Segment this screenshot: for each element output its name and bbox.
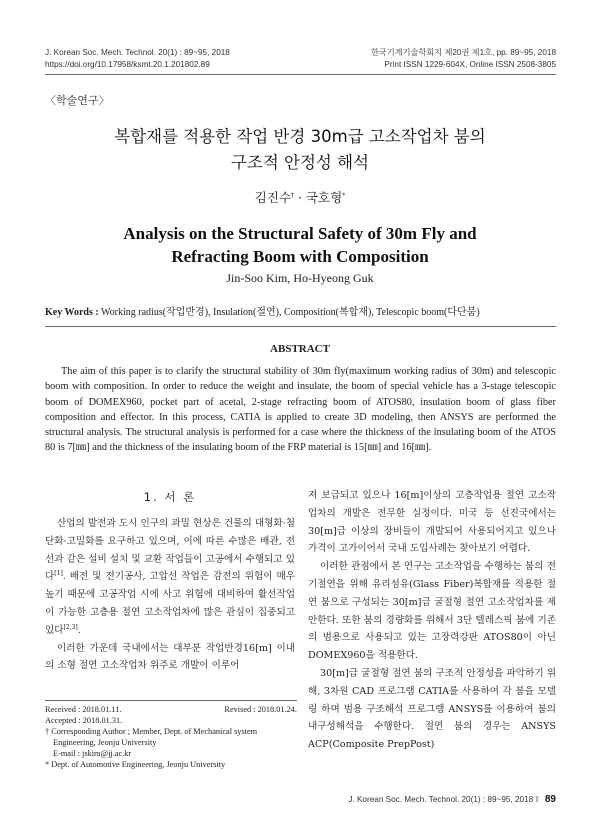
corresponding-author-dept: Engineering, Jeonju University: [53, 738, 157, 747]
footnotes: [45, 704, 297, 770]
doi-link[interactable]: https://doi.org/10.17958/ksmt.20.1.201802.89: [45, 60, 210, 69]
citation-2[interactable]: [2,3]: [63, 623, 78, 631]
right-column: [308, 487, 556, 754]
right-paragraph-2: 이러한 관점에서 본 연구는 고소작업을 수행하는 붐의 전기절연을 위해 유리섬유(Glass Fiber)복합재를 적용한 절연 붐으로 구성되는 30[m]급 굴절형 절연 고소작업차를 제안한다. 또한 붐의 경량화를 위해서 3단 텔레스픽 붐에 기존의 범용으로 사용되고 있는 고장력강판 ATOS80이 아닌 DOMEX960을 적용한다.: [308, 561, 556, 662]
keywords: [45, 306, 556, 320]
citation-1[interactable]: [1]: [54, 570, 63, 578]
issn-info: Print ISSN 1229-604X, Online ISSN 2508-3805: [384, 60, 556, 69]
received-date: Received : 2018.01.11.: [45, 705, 122, 714]
korean-title-line1: 복합재를 적용한 작업 반경 30m급 고소작업차 붐의: [114, 127, 486, 146]
english-title-line1: Analysis on the Structural Safety of 30m Fly and: [123, 224, 477, 243]
korean-title-line2: 구조적 안정성 해석: [230, 153, 369, 172]
journal-citation: J. Korean Soc. Mech. Technol. 20(1) : 89~95, 2018: [45, 48, 230, 57]
article-category: 〈학술연구〉: [45, 94, 110, 107]
korean-title: [0, 124, 600, 176]
intro-paragraph-2: 이러한 가운데 국내에서는 대부분 작업반경16[m] 이내의 소형 절연 고소작업차 위주로 개발이 이루어: [45, 642, 295, 672]
intro-text-3: .: [77, 624, 81, 636]
page-number: 89: [544, 794, 556, 805]
intro-paragraph-1: [45, 515, 295, 640]
intro-text-1: 산업의 발전과 도시 인구의 과밀 현상은 건물의 대형화·첨단화·고밀화를 요구하고 있으며, 이에 따른 수많은 배관, 전선과 같은 설비 설치 및 교환 작업들이 고공에서 수행되고 있다: [45, 518, 295, 583]
affiliation-mark: *: [342, 191, 346, 199]
english-title: [0, 222, 600, 268]
left-column: [45, 515, 295, 675]
footnote-divider: [45, 700, 297, 701]
keywords-divider: [45, 326, 556, 327]
korean-authors: [0, 188, 600, 206]
email[interactable]: E-mail : jskim@jj.ac.kr: [53, 749, 132, 758]
corresponding-author: † Corresponding Author ; Member, Dept. of Mechanical system: [45, 727, 258, 736]
dates-row-1: [45, 704, 297, 715]
coauthor-dept: * Dept. of Automotive Engineering, Jeonju University: [45, 760, 226, 769]
revised-date: Revised : 2018.01.24.: [224, 705, 297, 714]
english-authors: Jin-Soo Kim, Ho-Hyeong Guk: [226, 271, 374, 285]
footer-citation: J. Korean Soc. Mech. Technol. 20(1) : 89~95, 2018: [348, 795, 534, 804]
journal-header-right: [371, 47, 556, 71]
right-paragraph-3: 30[m]급 굴절형 절연 붐의 구조적 안정성을 파악하기 위해, 3차원 CAD 프로그램 CATIA를 사용하여 각 붐을 모델링 하며 범용 구조해석 프로그램 ANSYS를 이용하여 붐의 내구성해석을 수행한다. 절연 붐의 경우는 ANSYS ACP(Composite PrepPost): [308, 667, 556, 751]
abstract-body: The aim of this paper is to clarify the structural stability of 30m fly(maximum working radius of 30m) and telescopic boom with composition. In order to reduce the weight and insulate, the boom of special vehicle has a 3-stage telescopic boom of DOMEX960, pocket part of acetal, 2-stage refracting boom of ATOS80, insulation boom of glass fiber composition and effector. In this process, CATIA is applied to create 3D modeling, then ANSYS are performed the structural analysis. The structural analysis is performed for a case where the thickness of the insulating boom of the ATOS 80 is 7[㎜] and the thickness of the insulating boom of the FRP material is 15[㎜] and 16[㎜].: [45, 366, 556, 454]
journal-header-left: [45, 47, 230, 71]
korean-author-2: · 국호형: [294, 190, 343, 205]
section-1-heading: 1. 서 론: [143, 490, 197, 504]
journal-korean-citation: 한국기계기술학회지 제20권 제1호, pp. 89~95, 2018: [371, 48, 556, 57]
english-title-line2: Refracting Boom with Composition: [171, 247, 429, 266]
keywords-label: Key Words :: [45, 307, 99, 318]
page-footer: J. Korean Soc. Mech. Technol. 20(1) : 89~95, 2018 ‖ 89: [348, 794, 556, 805]
accepted-date: Accepted : 2018.01.31.: [45, 716, 123, 725]
corresponding-mark: †: [291, 191, 295, 199]
korean-author-1: 김진수: [254, 190, 292, 205]
abstract-heading: ABSTRACT: [270, 343, 330, 355]
header-divider: [45, 74, 556, 75]
intro-text-2: . 배전 및 전기공사, 고압선 작업은 감전의 위험이 매우 높기 때문에 고공작업 시에 사고 위험에 대비하여 활선작업이 가능한 고층용 절연 고소작업차에 많은 관심이 집중되고 있다: [45, 571, 295, 636]
keywords-text: Working radius(작업반경), Insulation(절연), Composition(복합재), Telescopic boom(다단붐): [101, 307, 480, 318]
right-paragraph-1: 져 보급되고 있으나 16[m]이상의 고층작업용 절연 고소작업차의 개발은 전무한 실정이다. 미국 등 선진국에서는 30[m]급 이상의 장비들이 개발되어 사용되어지고 있으나 가격이 고가이어서 국내 도입사례는 찾아보기 어렵다.: [308, 490, 556, 555]
